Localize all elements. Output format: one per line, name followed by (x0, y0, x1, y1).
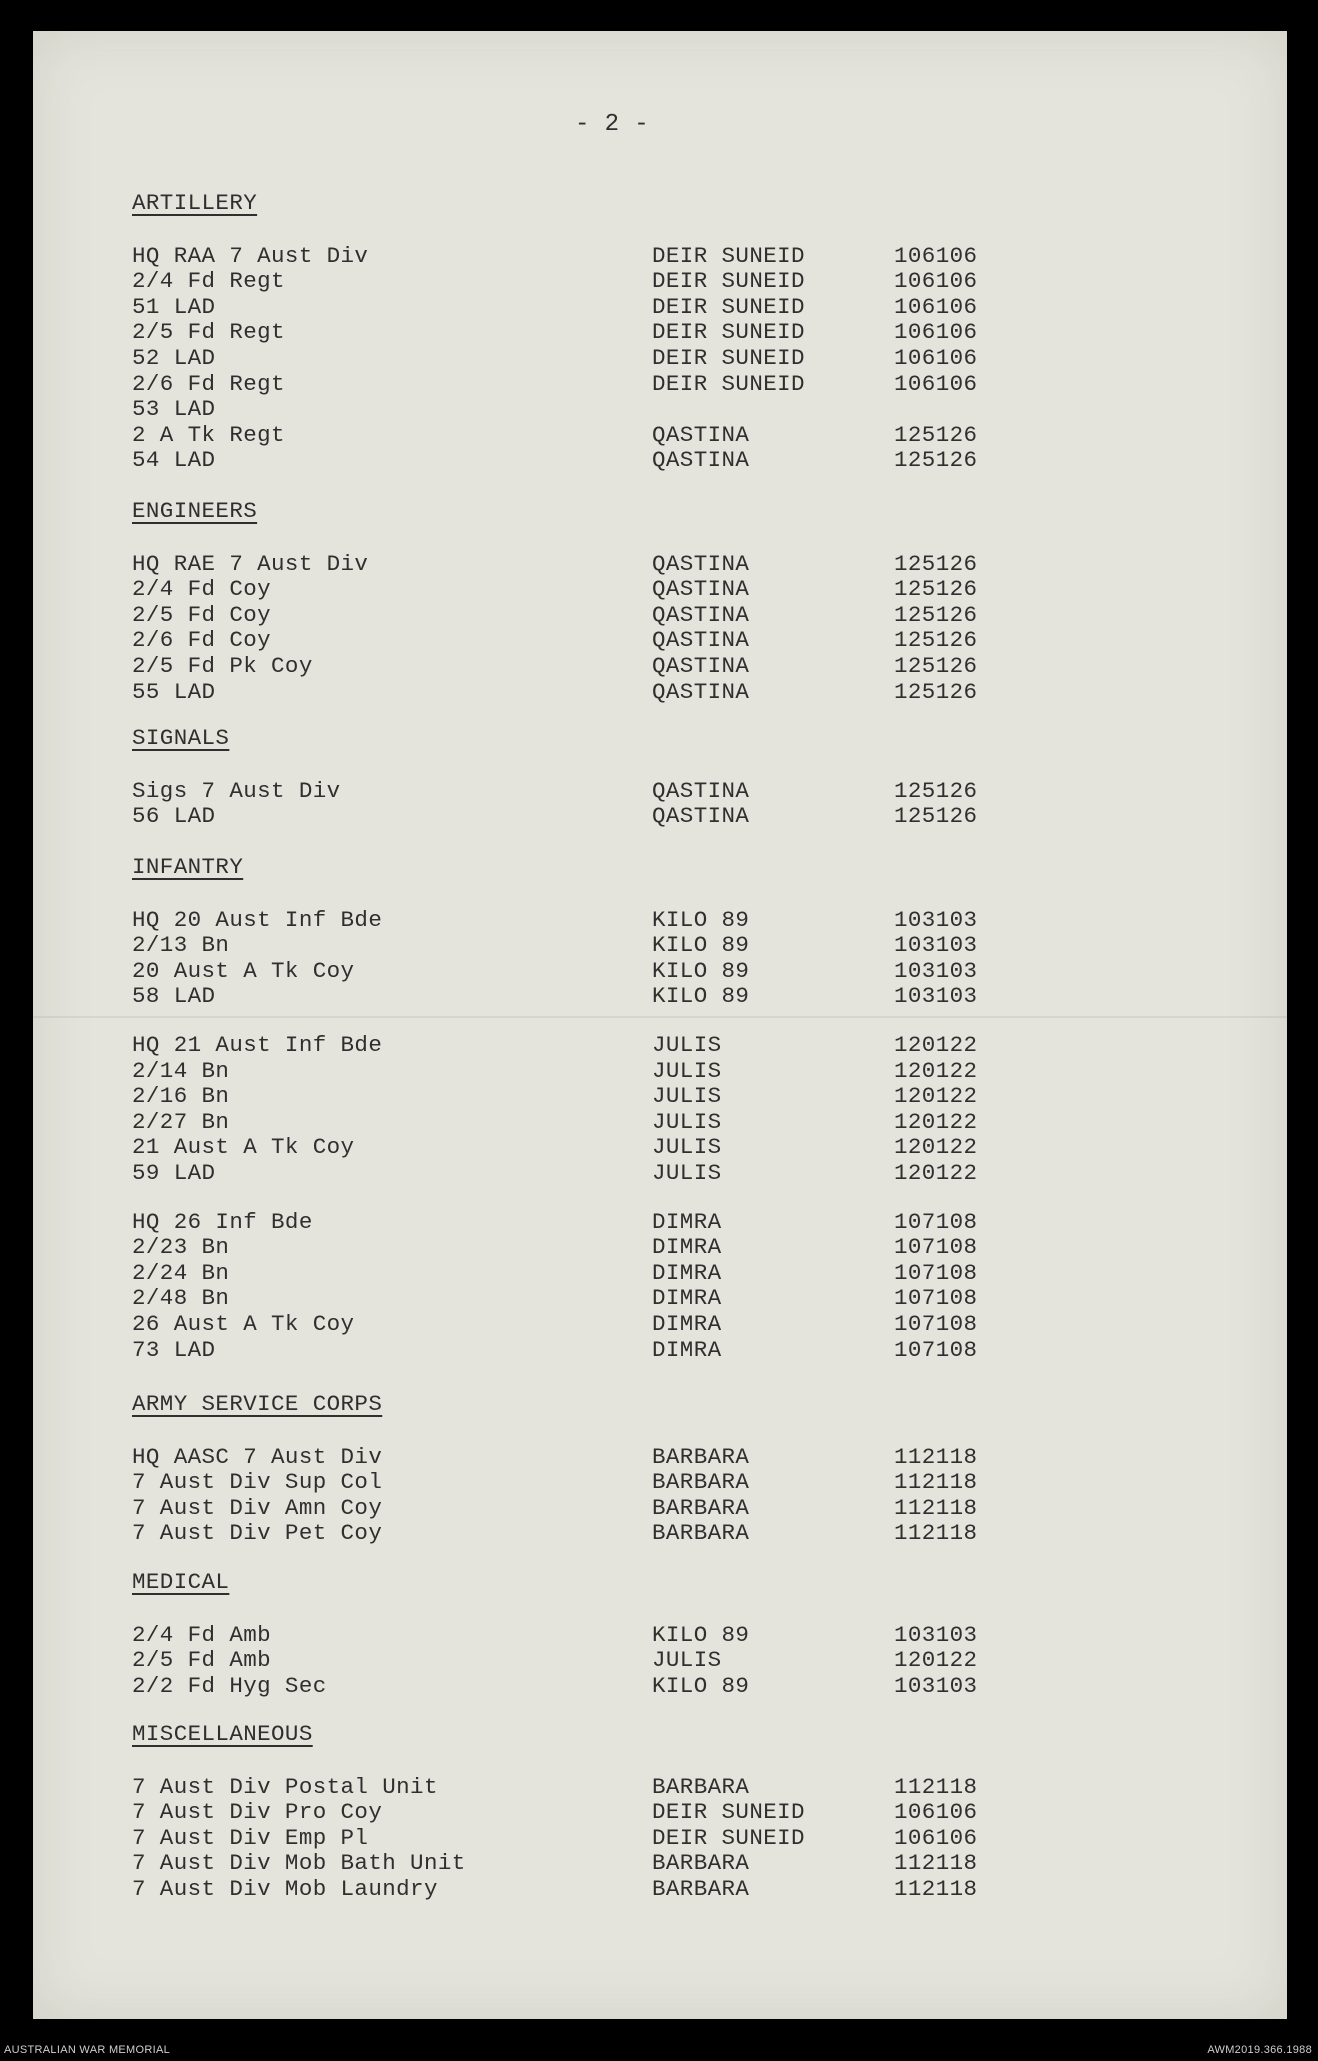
unit-name: 2/5 Fd Pk Coy (132, 652, 313, 679)
unit-row (132, 804, 1132, 830)
unit-location: BARBARA (652, 1469, 750, 1496)
unit-location: DIMRA (652, 1336, 722, 1363)
unit-row (132, 1800, 1132, 1826)
unit-row (132, 984, 1132, 1010)
unit-location: DEIR SUNEID (652, 268, 805, 295)
section (132, 1722, 1132, 1926)
unit-location: BARBARA (652, 1773, 750, 1800)
unit-group (132, 244, 1132, 474)
unit-name: HQ 26 Inf Bde (132, 1208, 313, 1235)
unit-name: 2/14 Bn (132, 1057, 230, 1084)
map-reference: 106106 (894, 344, 978, 371)
map-reference: 125126 (894, 447, 978, 474)
unit-row (132, 577, 1132, 603)
unit-name: 7 Aust Div Emp Pl (132, 1824, 369, 1851)
map-reference: 107108 (894, 1234, 978, 1261)
map-reference: 103103 (894, 1621, 978, 1648)
unit-location: KILO 89 (652, 957, 750, 984)
unit-row (132, 959, 1132, 985)
section-title: INFANTRY (132, 854, 244, 880)
map-reference: 106106 (894, 370, 978, 397)
section (132, 726, 1132, 853)
section-title: ARTILLERY (132, 190, 258, 216)
unit-location: DEIR SUNEID (652, 319, 805, 346)
unit-name: HQ RAE 7 Aust Div (132, 550, 369, 577)
unit-name: 2/5 Fd Coy (132, 601, 272, 628)
unit-location: BARBARA (652, 1494, 750, 1521)
unit-row (132, 397, 1132, 423)
unit-row (132, 1084, 1132, 1110)
unit-location: BARBARA (652, 1850, 750, 1877)
map-reference: 107108 (894, 1208, 978, 1235)
map-reference: 107108 (894, 1310, 978, 1337)
unit-location: QASTINA (652, 447, 750, 474)
section-title: SIGNALS (132, 725, 230, 751)
unit-row (132, 423, 1132, 449)
map-reference: 103103 (894, 983, 978, 1010)
unit-location: JULIS (652, 1134, 722, 1161)
map-reference: 125126 (894, 803, 978, 830)
unit-name: 2/48 Bn (132, 1285, 230, 1312)
unit-location: BARBARA (652, 1443, 750, 1470)
map-reference: 120122 (894, 1159, 978, 1186)
unit-location: QASTINA (652, 550, 750, 577)
unit-row (132, 1261, 1132, 1287)
unit-location: QASTINA (652, 576, 750, 603)
unit-name: 26 Aust A Tk Coy (132, 1310, 355, 1337)
unit-name: 7 Aust Div Mob Laundry (132, 1875, 438, 1902)
unit-name: 58 LAD (132, 983, 216, 1010)
unit-row (132, 1338, 1132, 1364)
unit-group (132, 1623, 1132, 1700)
unit-location: KILO 89 (652, 1672, 750, 1699)
unit-row (132, 269, 1132, 295)
unit-location: QASTINA (652, 777, 750, 804)
unit-name: 55 LAD (132, 678, 216, 705)
unit-row (132, 1312, 1132, 1338)
unit-name: 7 Aust Div Postal Unit (132, 1773, 438, 1800)
map-reference: 125126 (894, 421, 978, 448)
unit-name: 2/16 Bn (132, 1083, 230, 1110)
unit-row (132, 908, 1132, 934)
unit-location (652, 397, 894, 423)
map-reference: 106106 (894, 293, 978, 320)
unit-row (132, 1235, 1132, 1261)
unit-name: HQ AASC 7 Aust Div (132, 1443, 383, 1470)
unit-name: 54 LAD (132, 447, 216, 474)
unit-group (132, 1210, 1132, 1364)
map-reference: 112118 (894, 1773, 978, 1800)
unit-row (132, 933, 1132, 959)
unit-name: 2/4 Fd Coy (132, 576, 272, 603)
footer-catalogue-id: AWM2019.366.1988 (1207, 2044, 1312, 2056)
unit-group (132, 1033, 1132, 1187)
unit-name: 2 A Tk Regt (132, 421, 285, 448)
unit-group (132, 552, 1132, 706)
unit-location: JULIS (652, 1057, 722, 1084)
map-reference: 125126 (894, 652, 978, 679)
unit-row (132, 1059, 1132, 1085)
unit-location: JULIS (652, 1108, 722, 1135)
map-reference: 120122 (894, 1031, 978, 1058)
map-reference: 107108 (894, 1336, 978, 1363)
unit-name: 21 Aust A Tk Coy (132, 1134, 355, 1161)
unit-row (132, 244, 1132, 270)
unit-row (132, 1033, 1132, 1059)
map-reference: 112118 (894, 1520, 978, 1547)
unit-location: JULIS (652, 1159, 722, 1186)
map-reference: 103103 (894, 1672, 978, 1699)
unit-row (132, 654, 1132, 680)
map-reference: 112118 (894, 1469, 978, 1496)
unit-location: KILO 89 (652, 906, 750, 933)
map-reference: 120122 (894, 1083, 978, 1110)
unit-row (132, 1110, 1132, 1136)
unit-row (132, 603, 1132, 629)
unit-name: 2/23 Bn (132, 1234, 230, 1261)
unit-row (132, 1851, 1132, 1877)
page-number: - 2 - (575, 111, 650, 138)
unit-row (132, 1161, 1132, 1187)
unit-name: 2/5 Fd Regt (132, 319, 285, 346)
unit-location: QASTINA (652, 601, 750, 628)
section (132, 191, 1132, 497)
unit-name: 7 Aust Div Pet Coy (132, 1520, 383, 1547)
unit-name: 7 Aust Div Pro Coy (132, 1799, 383, 1826)
unit-row (132, 1210, 1132, 1236)
map-reference (894, 397, 1034, 423)
unit-name: 53 LAD (132, 396, 216, 423)
unit-row (132, 346, 1132, 372)
unit-row (132, 628, 1132, 654)
unit-row (132, 1674, 1132, 1700)
unit-name: 2/6 Fd Coy (132, 627, 272, 654)
unit-location: QASTINA (652, 678, 750, 705)
unit-location: DEIR SUNEID (652, 242, 805, 269)
unit-row (132, 1521, 1132, 1547)
unit-location: QASTINA (652, 652, 750, 679)
map-reference: 103103 (894, 957, 978, 984)
unit-location: KILO 89 (652, 1621, 750, 1648)
map-reference: 107108 (894, 1259, 978, 1286)
unit-group (132, 1445, 1132, 1547)
unit-location: QASTINA (652, 421, 750, 448)
unit-row (132, 1648, 1132, 1674)
unit-location: DIMRA (652, 1259, 722, 1286)
unit-row (132, 1470, 1132, 1496)
unit-row (132, 1496, 1132, 1522)
unit-name: Sigs 7 Aust Div (132, 777, 341, 804)
map-reference: 125126 (894, 627, 978, 654)
unit-row (132, 295, 1132, 321)
unit-name: 52 LAD (132, 344, 216, 371)
unit-group (132, 779, 1132, 830)
section-title: MEDICAL (132, 1569, 230, 1595)
unit-group (132, 1775, 1132, 1903)
map-reference: 125126 (894, 576, 978, 603)
section (132, 855, 1132, 1386)
map-reference: 120122 (894, 1134, 978, 1161)
map-reference: 112118 (894, 1850, 978, 1877)
map-reference: 112118 (894, 1443, 978, 1470)
unit-location: DEIR SUNEID (652, 1824, 805, 1851)
unit-row (132, 1826, 1132, 1852)
unit-name: HQ 20 Aust Inf Bde (132, 906, 383, 933)
unit-location: KILO 89 (652, 932, 750, 959)
unit-location: JULIS (652, 1031, 722, 1058)
unit-location: DIMRA (652, 1285, 722, 1312)
map-reference: 125126 (894, 678, 978, 705)
unit-name: 7 Aust Div Amn Coy (132, 1494, 383, 1521)
map-reference: 125126 (894, 550, 978, 577)
unit-location: JULIS (652, 1647, 722, 1674)
unit-location: DIMRA (652, 1234, 722, 1261)
unit-name: 2/4 Fd Amb (132, 1621, 272, 1648)
unit-name: 2/24 Bn (132, 1259, 230, 1286)
map-reference: 106106 (894, 268, 978, 295)
unit-location: QASTINA (652, 803, 750, 830)
unit-row (132, 552, 1132, 578)
unit-name: 56 LAD (132, 803, 216, 830)
unit-name: 59 LAD (132, 1159, 216, 1186)
map-reference: 106106 (894, 1799, 978, 1826)
unit-name: 2/6 Fd Regt (132, 370, 285, 397)
unit-name: HQ RAA 7 Aust Div (132, 242, 369, 269)
unit-location: DIMRA (652, 1310, 722, 1337)
map-reference: 106106 (894, 319, 978, 346)
unit-row (132, 1286, 1132, 1312)
map-reference: 107108 (894, 1285, 978, 1312)
section (132, 1570, 1132, 1722)
unit-name: 2/4 Fd Regt (132, 268, 285, 295)
unit-group (132, 908, 1132, 1010)
unit-name: 2/13 Bn (132, 932, 230, 959)
map-reference: 120122 (894, 1108, 978, 1135)
map-reference: 120122 (894, 1057, 978, 1084)
unit-location: JULIS (652, 1083, 722, 1110)
map-reference: 125126 (894, 601, 978, 628)
unit-location: DEIR SUNEID (652, 1799, 805, 1826)
unit-row (132, 680, 1132, 706)
footer-archive-name: AUSTRALIAN WAR MEMORIAL (4, 2044, 171, 2056)
unit-location: QASTINA (652, 627, 750, 654)
map-reference: 120122 (894, 1647, 978, 1674)
unit-name: 2/2 Fd Hyg Sec (132, 1672, 327, 1699)
unit-location: DEIR SUNEID (652, 293, 805, 320)
unit-row (132, 1877, 1132, 1903)
unit-row (132, 1623, 1132, 1649)
unit-row (132, 779, 1132, 805)
unit-name: 20 Aust A Tk Coy (132, 957, 355, 984)
unit-location: DEIR SUNEID (652, 344, 805, 371)
unit-row (132, 320, 1132, 346)
section (132, 1392, 1132, 1570)
section-title: MISCELLANEOUS (132, 1721, 313, 1747)
unit-name: 2/5 Fd Amb (132, 1647, 272, 1674)
unit-row (132, 1135, 1132, 1161)
unit-location: BARBARA (652, 1875, 750, 1902)
unit-row (132, 1445, 1132, 1471)
unit-row (132, 1775, 1132, 1801)
unit-location: KILO 89 (652, 983, 750, 1010)
unit-row (132, 372, 1132, 398)
map-reference: 112118 (894, 1875, 978, 1902)
unit-location: DEIR SUNEID (652, 370, 805, 397)
section (132, 499, 1132, 728)
section-title: ENGINEERS (132, 498, 258, 524)
section-title: ARMY SERVICE CORPS (132, 1391, 383, 1417)
map-reference: 112118 (894, 1494, 978, 1521)
unit-name: HQ 21 Aust Inf Bde (132, 1031, 383, 1058)
map-reference: 103103 (894, 932, 978, 959)
map-reference: 125126 (894, 777, 978, 804)
unit-row (132, 448, 1132, 474)
unit-location: BARBARA (652, 1520, 750, 1547)
map-reference: 106106 (894, 1824, 978, 1851)
map-reference: 103103 (894, 906, 978, 933)
unit-name: 51 LAD (132, 293, 216, 320)
unit-name: 2/27 Bn (132, 1108, 230, 1135)
unit-name: 73 LAD (132, 1336, 216, 1363)
unit-name: 7 Aust Div Sup Col (132, 1469, 383, 1496)
unit-name: 7 Aust Div Mob Bath Unit (132, 1850, 466, 1877)
unit-location: DIMRA (652, 1208, 722, 1235)
map-reference: 106106 (894, 242, 978, 269)
